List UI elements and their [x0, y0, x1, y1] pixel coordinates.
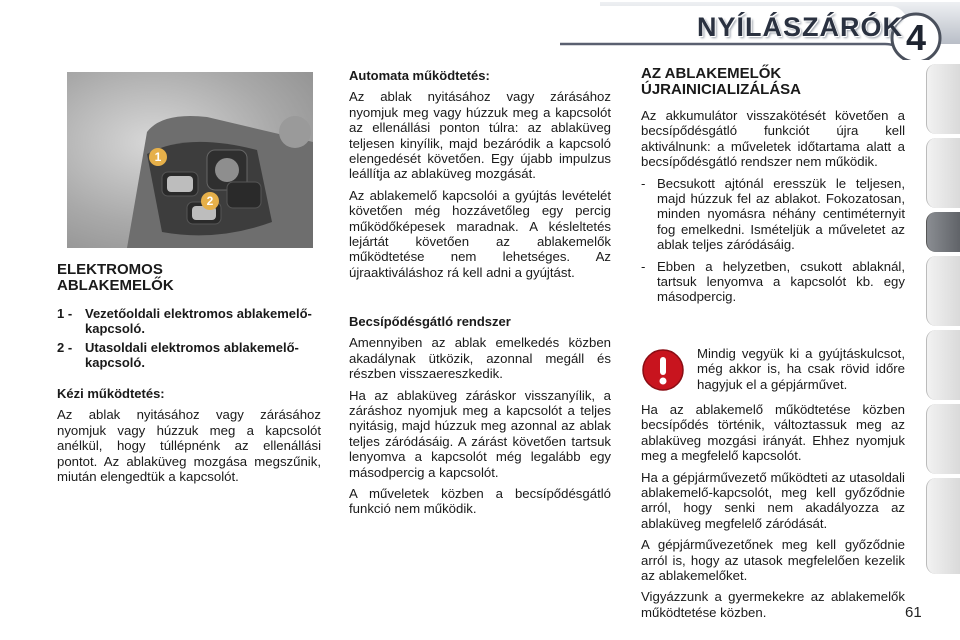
- chapter-title: NYÍLÁSZÁRÓK: [697, 12, 903, 42]
- chapter-tab[interactable]: [926, 404, 960, 474]
- chapter-tab-active[interactable]: [926, 212, 960, 252]
- page-number: 61: [905, 604, 922, 621]
- auto-operation-text: Az ablak nyitásához vagy zárásához nyomjuk meg vagy húzzuk meg a kapcsolót az ellenállási ponton túlra: az ablaküveg teljesen kinyílik, majd bezáródik a kapcsoló elengedését követően. Egy újabb impulzus leállítja az ablaküveg mozgását.: [349, 89, 611, 182]
- legend-number: 2 -: [57, 340, 73, 355]
- reinit-intro: Az akkumulátor visszakötését követően a becsípődésgátló funkciót újra kell aktiválnunk: a műveletek időtartama alatt a becsípődésgátló rendszer nem működik.: [641, 108, 905, 170]
- step-text: Becsukott ajtónál eresszük le teljesen, majd húzzuk fel az ablakot. Fokozatosan, minden nyomásra néhány centiméternyit fog emelkedni. Ismételjük a műveletet az ablak teljes záródásáig.: [657, 175, 905, 253]
- legend-text: Vezetőoldali elektromos ablakemelő-kapcsoló.: [85, 306, 312, 336]
- warning-text: Mindig vegyük ki a gyújtáskulcsot, még akkor is, ha csak rövid időre hagyjuk el a gépjárművet.: [697, 346, 905, 392]
- callout-1: 1: [149, 148, 167, 166]
- heading-line: ELEKTROMOS: [57, 261, 163, 278]
- heading-line: ÚJRAINICIALIZÁLÁSA: [641, 81, 801, 98]
- legend-item: [57, 306, 321, 336]
- warning-text: Ha a gépjárművezető működteti az utasoldali ablakemelő-kapcsolót, meg kell győződnie arról, hogy senki nem akadályozza az ablaküveg megfelelő záródását.: [641, 469, 905, 531]
- auto-operation-title: Automata működtetés:: [349, 68, 490, 83]
- left-column: [57, 262, 321, 490]
- manual-operation-title: Kézi működtetés:: [57, 386, 165, 401]
- warning-body: [641, 402, 905, 626]
- right-column: [641, 66, 905, 311]
- callout-2: 2: [201, 192, 219, 210]
- section-heading: [641, 66, 905, 98]
- chapter-tab[interactable]: [926, 138, 960, 208]
- manual-operation-text: Az ablak nyitásához vagy zárásához nyomjuk vagy húzzuk meg a kapcsolót anélkül, hogy túllépnénk az ellenállási pontot. Az ablaküveg mozgása megszűnik, miután elengedtük a kapcsolót.: [57, 407, 321, 485]
- reinit-step: [641, 176, 905, 253]
- chapter-tab[interactable]: [926, 330, 960, 400]
- reinit-step: [641, 259, 905, 305]
- pinch-protection-title: Becsípődésgátló rendszer: [349, 314, 511, 329]
- warning-text: Vigyázzunk a gyermekekre az ablakemelők működtetése közben.: [641, 589, 905, 620]
- middle-column: [349, 68, 611, 286]
- legend-text: Utasoldali elektromos ablakemelő-kapcsoló.: [85, 340, 299, 370]
- pinch-protection-text: A műveletek közben a becsípődésgátló funkció nem működik.: [349, 486, 611, 517]
- warning-text: A gépjárművezetőnek meg kell győződnie arról is, hogy az utasok megfelelően kezelik az ablakemelőket.: [641, 537, 905, 584]
- warning-lead: [697, 346, 905, 398]
- callout-legend: [57, 306, 321, 370]
- pinch-section: [349, 314, 611, 523]
- chapter-tabs: [926, 64, 960, 574]
- window-switch-photo: [67, 72, 313, 248]
- warning-text: Ha az ablakemelő működtetése közben becsípődés történik, változtassuk meg az ablaküveg mozgási irányát. Ehhez nyomjuk meg a megfelelő kapcsolót.: [641, 402, 905, 464]
- legend-item: [57, 340, 321, 370]
- heading-line: ABLAKEMELŐK: [57, 277, 174, 294]
- section-heading: [57, 262, 321, 294]
- bullet-dash: -: [641, 175, 646, 191]
- chapter-number: 4: [905, 17, 927, 58]
- heading-line: AZ ABLAKEMELŐK: [641, 65, 782, 82]
- chapter-tab[interactable]: [926, 64, 960, 134]
- pinch-protection-text: Ha az ablaküveg záráskor visszanyílik, a záráshoz nyomjuk meg a kapcsolót a teljes nyitásig, majd húzzuk meg azonnal az ablak teljes záródásáig. A zárást követően tartsuk lenyomva a kapcsolót még legalább egy másodpercig a kapcsolót.: [349, 387, 611, 480]
- step-text: Ebben a helyzetben, csukott ablaknál, tartsuk lenyomva a kapcsolót kb. egy másodpercig.: [657, 258, 905, 305]
- legend-number: 1 -: [57, 306, 73, 321]
- chapter-tab[interactable]: [926, 256, 960, 326]
- auto-operation-text: Az ablakemelő kapcsolói a gyújtás levételét követően még hozzávetőleg egy percig működőképesek maradnak. A késleltetés lejártát követően az ablakemelők működtetése nem lehetséges. Az újraaktiváláshoz rá kell adni a gyújtást.: [349, 187, 611, 280]
- warning-icon: [641, 348, 685, 392]
- bullet-dash: -: [641, 258, 646, 274]
- chapter-tab[interactable]: [926, 478, 960, 574]
- pinch-protection-text: Amennyiben az ablak emelkedés közben akadálynak ütközik, azonnal megáll és részben visszaereszkedik.: [349, 335, 611, 382]
